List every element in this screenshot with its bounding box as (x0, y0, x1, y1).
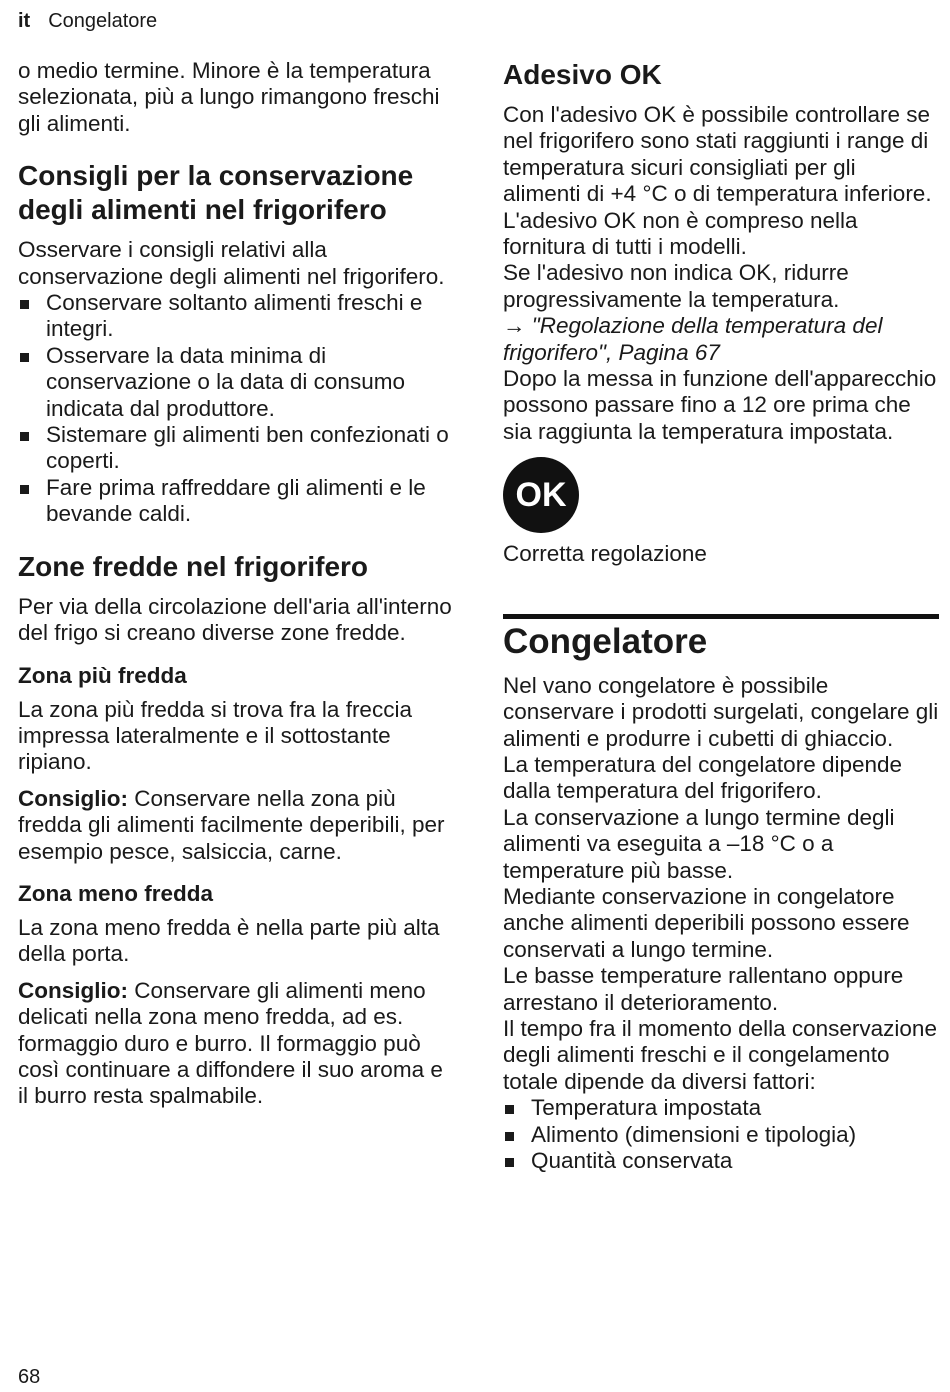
page-header (18, 10, 157, 33)
page-reference: → "Regolazione della temperatura del frigorifero", Pagina 67 (503, 313, 883, 365)
freezer-text-4: Mediante conservazione in congelatore anche alimenti deperibili possono essere conservati a lungo termine. (503, 883, 910, 962)
freezer-text-3: La conservazione a lungo termine degli alimenti va eseguita a –18 °C o a temperature più basse. (503, 804, 895, 883)
intro-text: o medio termine. Minore è la temperatura selezionata, più a lungo rimangono freschi gli alimenti. (18, 58, 440, 136)
storage-intro: Osservare i consigli relativi alla conservazione degli alimenti nel frigorifero. (18, 237, 445, 289)
language-tag: it (18, 10, 31, 32)
freezer-text-5: Le basse temperature rallentano oppure arrestano il deterioramento. (503, 963, 904, 1015)
ok-sticker-text-1: Con l'adesivo OK è possibile controllare se nel frigorifero sono stati raggiunti i range di temperatura sicuri consigliati per gli alimenti di +4 °C o di temperatura inferiore. (503, 102, 932, 207)
tip-text: Conservare nella zona più fredda gli alimenti facilmente deperibili, per esempio pesce, salsiccia, carne. (18, 785, 445, 864)
list-item: Fare prima raffreddare gli alimenti e le bevande caldi. (18, 475, 456, 528)
ok-caption: Corretta regolazione (503, 541, 707, 567)
coldest-zone-tip (18, 786, 456, 865)
coldest-zone-heading: Zona più fredda (18, 662, 187, 688)
freezer-heading: Congelatore (503, 621, 708, 661)
right-column (503, 58, 939, 1174)
least-cold-zone-text: La zona meno fredda è nella parte più alta della porta. (18, 914, 440, 967)
freezer-text-6: Il tempo fra il momento della conservazione degli alimenti freschi e il congelamento totale dipende da diversi fattori: (503, 1015, 937, 1094)
storage-tips-list (18, 290, 456, 528)
tip-label: Consiglio: (18, 785, 128, 811)
list-item: Sistemare gli alimenti ben confezionati o coperti. (18, 422, 456, 475)
storage-heading: Consigli per la conservazione degli alimenti nel frigorifero (18, 160, 414, 226)
ok-sticker-text-2: L'adesivo OK non è compreso nella fornitura di tutti i modelli. (503, 207, 858, 260)
section-title: Congelatore (48, 10, 158, 32)
list-item: Alimento (dimensioni e tipologia) (503, 1122, 939, 1148)
ok-sticker-text-4: Dopo la messa in funzione dell'apparecchio possono passare fino a 12 ore prima che sia raggiunta la temperatura impostata. (503, 366, 937, 444)
freezer-text-2: La temperatura del congelatore dipende dalla temperatura del frigorifero. (503, 751, 903, 804)
list-item: Conservare soltanto alimenti freschi e integri. (18, 290, 456, 343)
tip-text: Conservare gli alimenti meno delicati nella zona meno fredda, ad es. formaggio duro e burro. Il formaggio può così continuare a diffondere il suo aroma e il burro resta spalmabile. (18, 977, 443, 1109)
list-item: Osservare la data minima di conservazione o la data di consumo indicata dal produttore. (18, 343, 456, 422)
list-item: Quantità conservata (503, 1148, 939, 1174)
page-number: 68 (18, 1366, 41, 1388)
tip-label: Consiglio: (18, 977, 128, 1003)
least-cold-zone-heading: Zona meno fredda (18, 880, 214, 906)
left-column (18, 58, 456, 1110)
list-item: Temperatura impostata (503, 1095, 939, 1121)
cold-zones-intro: Per via della circolazione dell'aria all'interno del frigo si creano diverse zone fredde. (18, 593, 452, 646)
least-cold-zone-tip (18, 978, 456, 1110)
factors-list (503, 1095, 939, 1174)
coldest-zone-text: La zona più fredda si trova fra la freccia impressa lateralmente e il sottostante ripiano. (18, 696, 412, 775)
ok-sticker-icon: OK (503, 457, 579, 533)
freezer-text-1: Nel vano congelatore è possibile conservare i prodotti surgelati, congelare gli alimenti e produrre i cubetti di ghiaccio. (503, 672, 939, 751)
ok-sticker-text-3: Se l'adesivo non indica OK, ridurre progressivamente la temperatura. (503, 260, 849, 312)
section-divider (503, 614, 939, 619)
cold-zones-heading: Zone fredde nel frigorifero (18, 550, 369, 582)
ok-sticker-heading: Adesivo OK (503, 59, 662, 90)
